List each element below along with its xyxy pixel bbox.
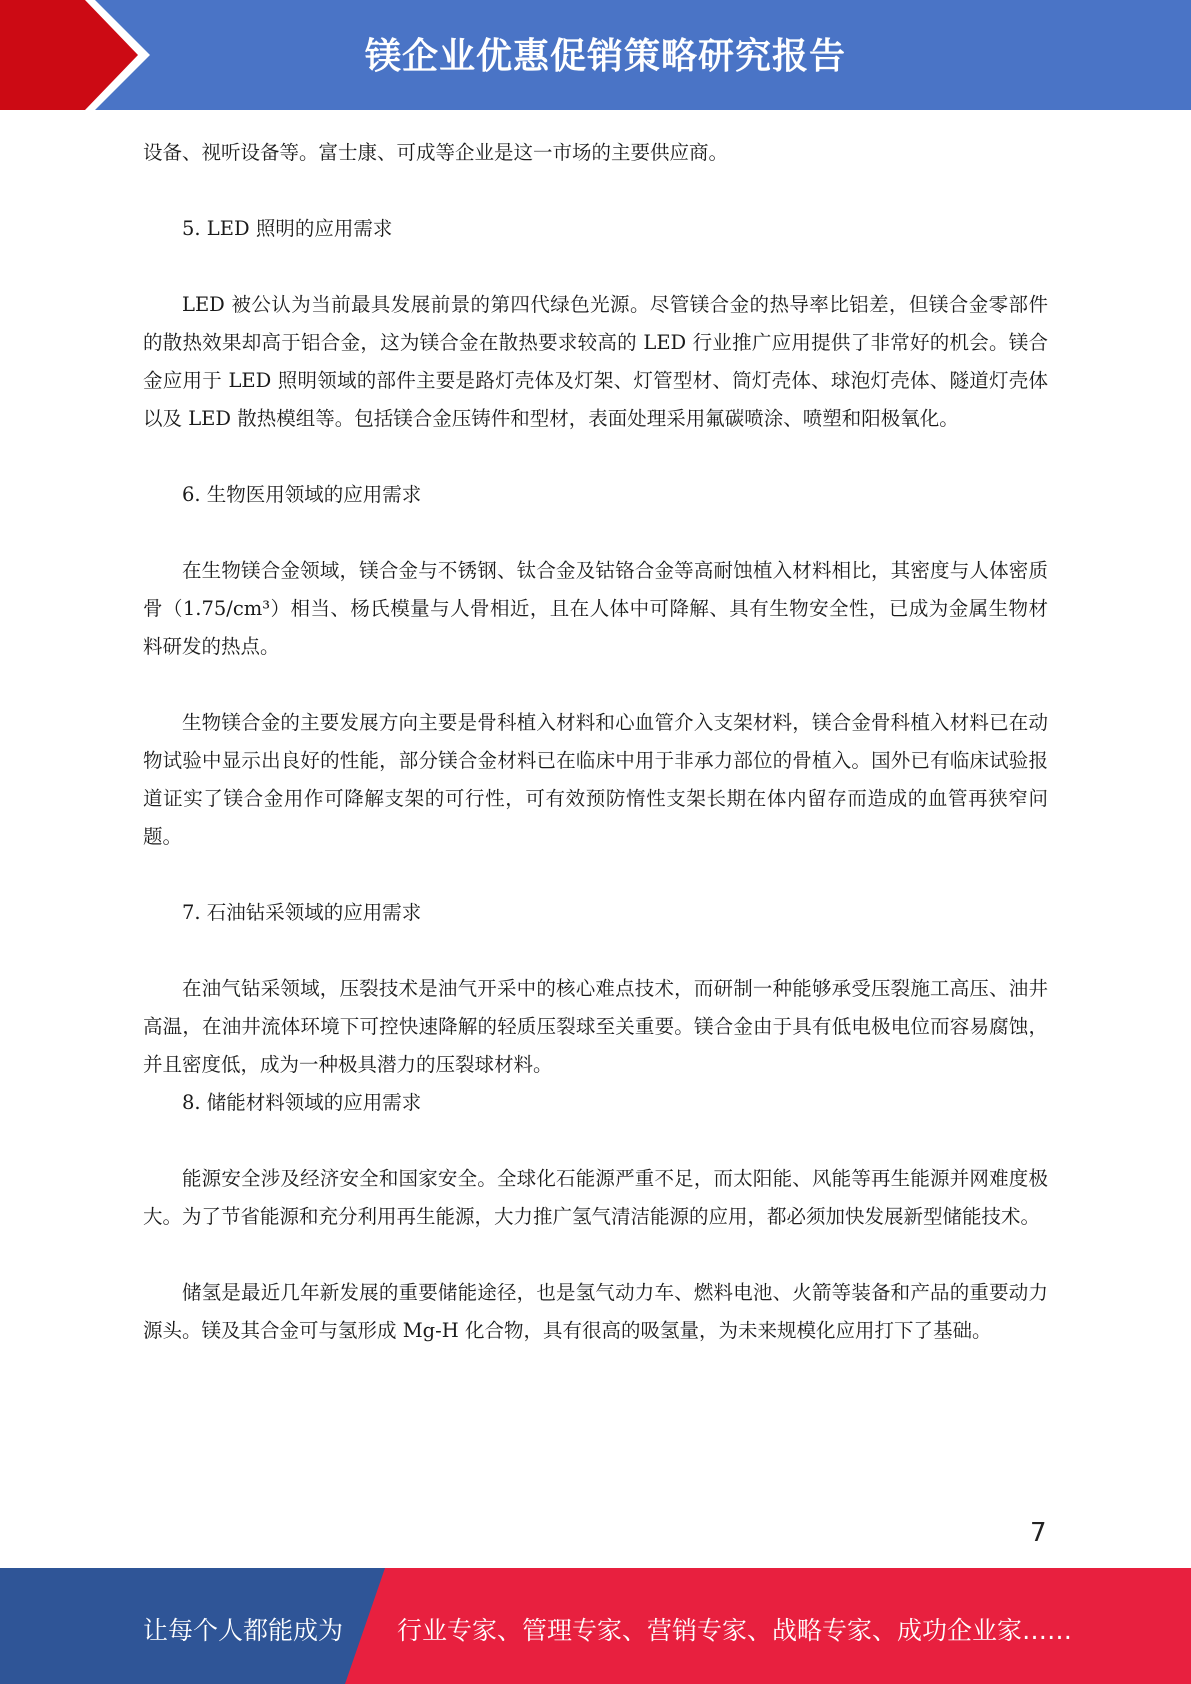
section-heading-7: 7. 石油钻采领域的应用需求 (182, 901, 422, 924)
body-content (143, 134, 1048, 1350)
footer-slogan-left: 让每个人都能成为 (143, 1616, 344, 1645)
report-title: 镁企业优惠促销策略研究报告 (364, 36, 846, 77)
paragraph-energy-1: 能源安全涉及经济安全和国家安全。全球化石能源严重不足，而太阳能、风能等再生能源并网难度极大。为了节省能源和充分利用再生能源，大力推广氢气清洁能源的应用，都必须加快发展新型储能技术。 (143, 1167, 1048, 1228)
page-number: 7 (1030, 1518, 1047, 1548)
section-heading-8: 8. 储能材料领域的应用需求 (182, 1091, 422, 1114)
paragraph-bio-1: 在生物镁合金领域，镁合金与不锈钢、钛合金及钴铬合金等高耐蚀植入材料相比，其密度与人体密质骨（1.75/cm³）相当、杨氏模量与人骨相近，且在人体中可降解、具有生物安全性，已成为金属生物材料研发的热点。 (143, 559, 1048, 658)
section-heading-6: 6. 生物医用领域的应用需求 (182, 483, 422, 506)
paragraph-led: LED 被公认为当前最具发展前景的第四代绿色光源。尽管镁合金的热导率比铝差，但镁合金零部件的散热效果却高于铝合金，这为镁合金在散热要求较高的 LED 行业推广应用提供了非常好的机会。镁合金应用于 LED 照明领域的部件主要是路灯壳体及灯架、灯管型材、筒灯壳体、球泡灯壳体、隧道灯壳体以及 LED 散热模组等。包括镁合金压铸件和型材，表面处理采用氟碳喷涂、喷塑和阳极氧化。 (143, 293, 1048, 430)
paragraph-energy-2: 储氢是最近几年新发展的重要储能途径，也是氢气动力车、燃料电池、火箭等装备和产品的重要动力源头。镁及其合金可与氢形成 Mg-H 化合物，具有很高的吸氢量，为未来规模化应用打下了基础。 (143, 1281, 1048, 1342)
paragraph-intro: 设备、视听设备等。富士康、可成等企业是这一市场的主要供应商。 (143, 141, 729, 164)
paragraph-oil: 在油气钻采领域，压裂技术是油气开采中的核心难点技术，而研制一种能够承受压裂施工高压、油井高温，在油井流体环境下可控快速降解的轻质压裂球至关重要。镁合金由于具有低电极电位而容易腐蚀，并且密度低，成为一种极具潜力的压裂球材料。 (143, 977, 1048, 1076)
page-header (0, 0, 1191, 110)
footer-slogan-right: 行业专家、管理专家、营销专家、战略专家、成功企业家…… (397, 1616, 1073, 1645)
section-heading-5: 5. LED 照明的应用需求 (182, 217, 393, 240)
page-footer (0, 1568, 1191, 1684)
paragraph-bio-2: 生物镁合金的主要发展方向主要是骨科植入材料和心血管介入支架材料，镁合金骨科植入材料已在动物试验中显示出良好的性能，部分镁合金材料已在临床中用于非承力部位的骨植入。国外已有临床试验报道证实了镁合金用作可降解支架的可行性，可有效预防惰性支架长期在体内留存而造成的血管再狭窄问题。 (143, 711, 1048, 848)
